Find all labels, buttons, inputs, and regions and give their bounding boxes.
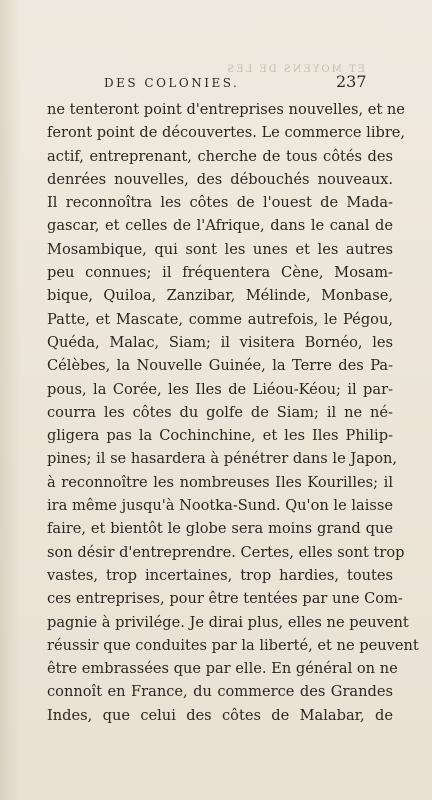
text-line: connoît en France, du commerce des Grandes — [47, 683, 393, 701]
text-line: bique, Quiloa, Zanzibar, Mélinde, Monbase, — [47, 287, 393, 305]
text-line: actif, entreprenant, cherche de tous côtés des — [47, 147, 393, 165]
page-number: 237 — [336, 72, 367, 91]
running-head: DES COLONIES. — [104, 76, 240, 90]
text-line: son désir d'entreprendre. Certes, elles sont trop — [47, 543, 405, 561]
text-line: Célèbes, la Nouvelle Guinée, la Terre des Pa- — [47, 357, 393, 375]
text-line: denrées nouvelles, des débouchés nouveaux. — [47, 170, 393, 188]
text-line: être embrassées que par elle. En général on ne — [47, 660, 398, 678]
bleed-through-text: ET MOYENS DE LES — [225, 64, 365, 75]
text-line: gligera pas la Cochinchine, et les Iles Philip- — [47, 427, 393, 445]
text-line: courra les côtes du golfe de Siam; il ne né- — [47, 403, 393, 421]
text-line: pous, la Corée, les Iles de Liéou-Kéou; il par- — [47, 380, 393, 398]
text-line: ces entreprises, pour être tentées par une Com- — [47, 590, 403, 608]
page-header — [0, 72, 432, 96]
text-line: ira même jusqu'à Nootka-Sund. Qu'on le laisse — [47, 497, 393, 515]
text-line: Indes, que celui des côtes de Malabar, de — [47, 706, 393, 724]
text-line: Patte, et Mascate, comme autrefois, le Pégou, — [47, 310, 393, 328]
text-line: à reconnoître les nombreuses Iles Kourilles; il — [47, 473, 393, 491]
text-line: faire, et bientôt le globe sera moins grand que — [47, 520, 393, 538]
text-line: pagnie à privilége. Je dirai plus, elles ne peuvent — [47, 613, 409, 631]
text-line: gascar, et celles de l'Afrique, dans le canal de — [47, 217, 393, 235]
text-line: réussir que conduites par la liberté, et ne peuvent — [47, 636, 419, 654]
text-line: peu connues; il fréquentera Cène, Mosam- — [47, 264, 393, 282]
text-line: pines; il se hasardera à pénétrer dans le Japon, — [47, 450, 398, 468]
text-line: feront point de découvertes. Le commerce libre, — [47, 124, 406, 142]
text-line: Quéda, Malac, Siam; il visitera Bornéo, les — [47, 333, 393, 351]
text-line: vastes, trop incertaines, trop hardies, toutes — [47, 566, 393, 584]
text-line: ne tenteront point d'entreprises nouvelles, et ne — [47, 101, 405, 118]
body-text — [47, 98, 419, 727]
text-line: Mosambique, qui sont les unes et les autres — [47, 240, 393, 258]
text-line: Il reconnoîtra les côtes de l'ouest de Mada- — [47, 194, 393, 212]
